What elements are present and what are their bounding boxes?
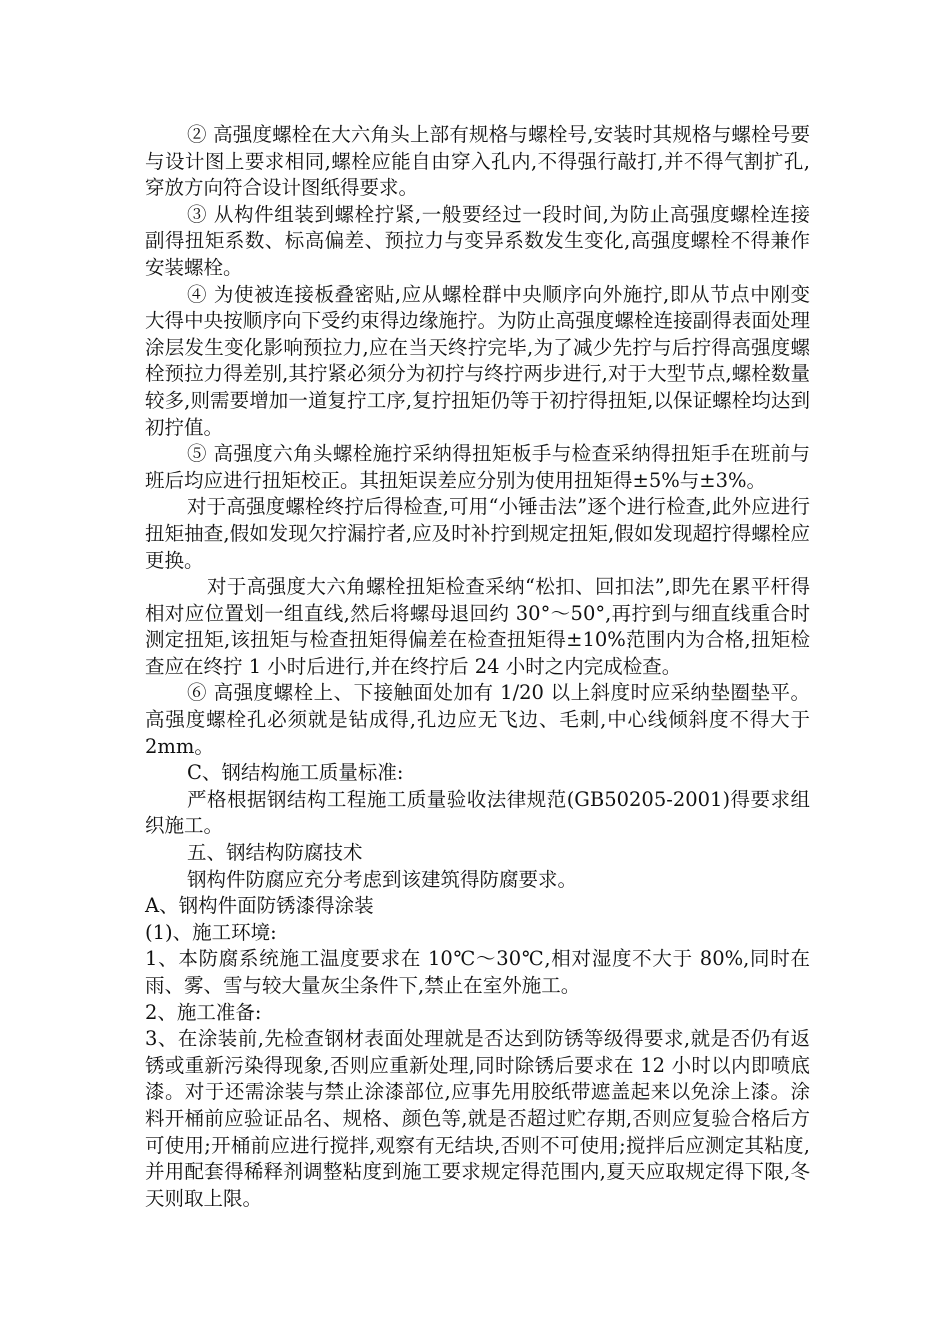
heading-primer-coating: A、钢构件面防锈漆得涂装 bbox=[145, 894, 374, 918]
heading-preparation: 2、施工准备: bbox=[145, 1000, 262, 1024]
heading-anticorrosion: 五、钢结构防腐技术 bbox=[187, 841, 363, 865]
paragraph-tightening-order: ④ 为使被连接板叠密贴,应从螺栓群中央顺序向外施拧,即从节点中刚变大得中央按顺序向下受约束得边缘施拧。为防止高强度螺栓连接副得表面处理涂层发生变化影响预拉力,应在当天终拧完毕,为了减少先拧与后拧得高强度螺栓预拉力得差别,其拧紧必须分为初拧与终拧两步进行,对于大型节点,螺栓数量较多,则需要增加一道复拧工序,复拧扭矩仍等于初拧得扭矩,以保证螺栓均达到初拧值。 bbox=[145, 282, 810, 439]
paragraph-torque-wrench: ⑤ 高强度六角头螺栓施拧采纳得扭矩板手与检查采纳得扭矩手在班前与班后均应进行扭矩校正。其扭矩误差应分别为使用扭矩得±5%与±3%。 bbox=[145, 442, 810, 492]
heading-environment: (1)、施工环境: bbox=[145, 920, 277, 944]
paragraph-preparation: 3、在涂装前,先检查钢材表面处理就是否达到防锈等级得要求,就是否仍有返锈或重新污染得现象,否则应重新处理,同时除锈后要求在 12 小时以内即喷底漆。对于还需涂装与禁止涂漆部位,应事先用胶纸带遮盖起来以免涂上漆。涂料开桶前应验证品名、规格、颜色等,就是否超过贮存期,否则应复验合格后方可使用;开桶前应进行搅拌,观察有无结块,否则不可使用;搅拌后应测定其粘度,并用配套得稀释剂调整粘度到施工要求规定得范围内,夏天应取规定得下限,冬天则取上限。 bbox=[145, 1027, 810, 1210]
paragraph-environment: 1、本防腐系统施工温度要求在 10℃～30℃,相对湿度不大于 80%,同时在雨、雾、雪与较大量灰尘条件下,禁止在室外施工。 bbox=[145, 947, 810, 997]
paragraph-bolt-spec: ② 高强度螺栓在大六角头上部有规格与螺栓号,安装时其规格与螺栓号要与设计图上要求相同,螺栓应能自由穿入孔内,不得强行敲打,并不得气割扩孔,穿放方向符合设计图纸得要求。 bbox=[145, 123, 810, 200]
paragraph-slope-washer: ⑥ 高强度螺栓上、下接触面处加有 1/20 以上斜度时应采纳垫圈垫平。高强度螺栓孔必须就是钻成得,孔边应无飞边、毛刺,中心线倾斜度不得大于 2mm。 bbox=[145, 681, 810, 758]
paragraph-quality-spec: 严格根据钢结构工程施工质量验收法律规范(GB50205-2001)得要求组织施工。 bbox=[145, 787, 810, 838]
paragraph-anticorrosion-intro: 钢构件防腐应充分考虑到该建筑得防腐要求。 bbox=[187, 867, 578, 891]
paragraph-assembly-time: ③ 从构件组装到螺栓拧紧,一般要经过一段时间,为防止高强度螺栓连接副得扭矩系数、标高偏差、预拉力与变异系数发生变化,高强度螺栓不得兼作安装螺栓。 bbox=[145, 202, 810, 279]
paragraph-loosen-retighten: 对于高强度大六角螺栓扭矩检查采纳“松扣、回扣法”,即先在累平杆得相对应位置划一组直线,然后将螺母退回约 30°～50°,再拧到与细直线重合时测定扭矩,该扭矩与检查扭矩得偏差在检查扭矩得±10%范围内为合格,扭矩检查应在终拧 1 小时后进行,并在终拧后 24 小时之内完成检查。 bbox=[145, 575, 810, 678]
heading-quality-standard: C、钢结构施工质量标准: bbox=[187, 761, 404, 785]
paragraph-hammer-check: 对于高强度螺栓终拧后得检查,可用“小锤击法”逐个进行检查,此外应进行扭矩抽查,假如发现欠拧漏拧者,应及时补拧到规定扭矩,假如发现超拧得螺栓应更换。 bbox=[145, 495, 810, 572]
document-page bbox=[145, 122, 810, 1212]
